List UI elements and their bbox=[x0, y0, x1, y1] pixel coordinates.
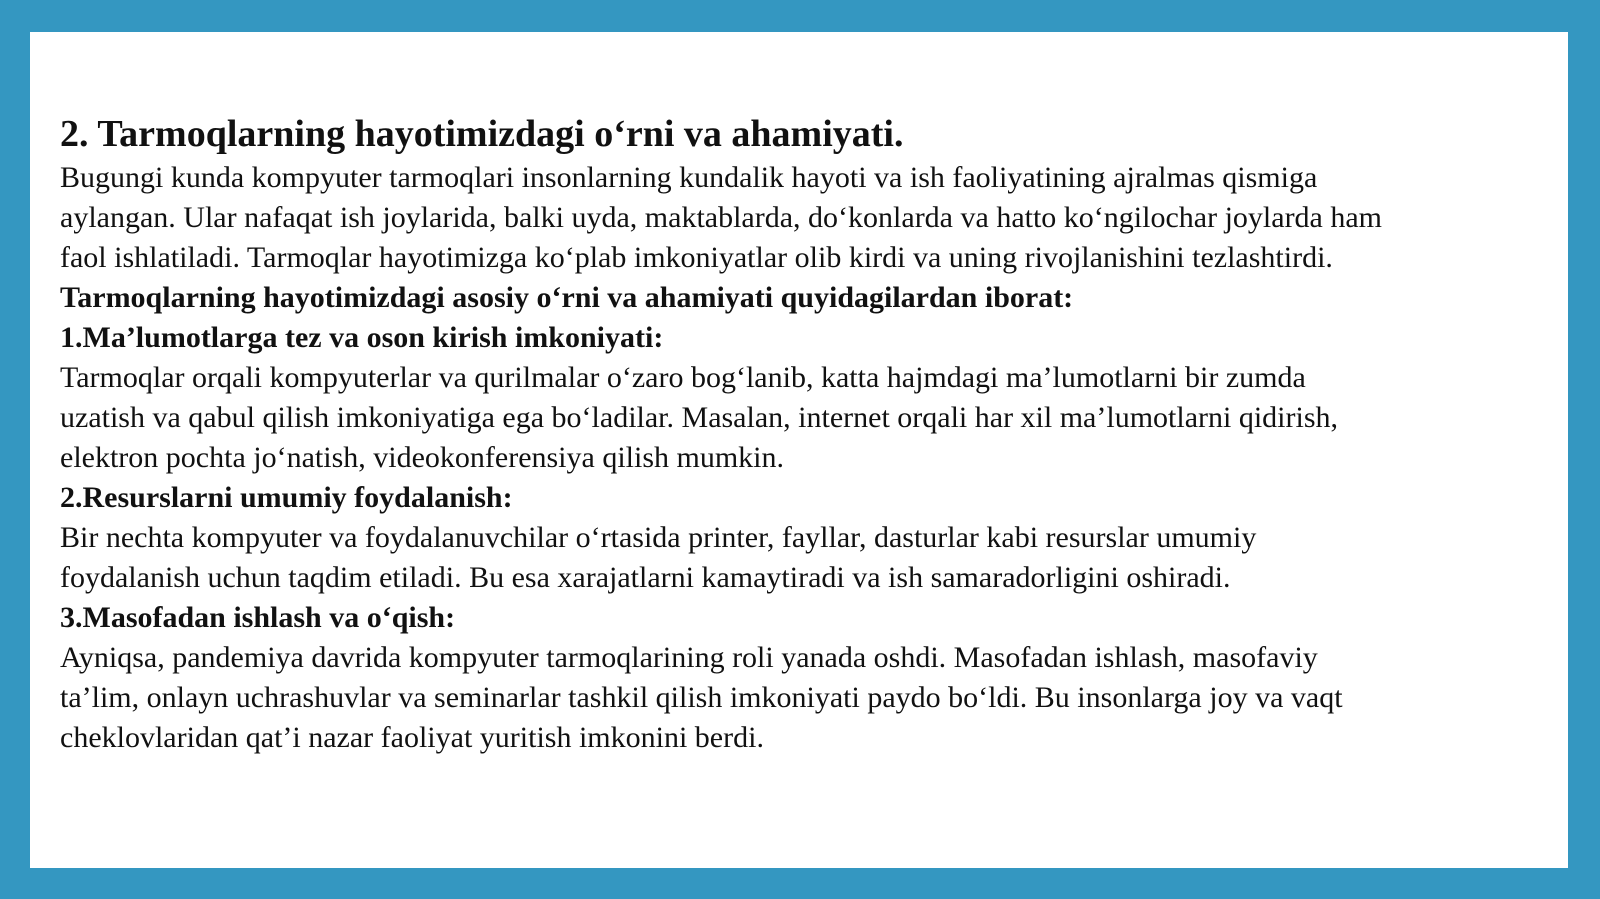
section-line: elektron pochta jo‘natish, videokonferensiya qilish mumkin. bbox=[60, 441, 785, 474]
section-line: foydalanish uchun taqdim etiladi. Bu esa xarajatlarni kamaytiradi va ish samaradorligini oshiradi. bbox=[60, 561, 1231, 594]
slide-content bbox=[60, 112, 1550, 758]
intro-line: Bugungi kunda kompyuter tarmoqlari insonlarning kundalik hayoti va ish faoliyatining ajralmas qismiga bbox=[60, 161, 1318, 194]
section-line: Bir nechta kompyuter va foydalanuvchilar o‘rtasida printer, fayllar, dasturlar kabi resurslar umumiy bbox=[60, 521, 1257, 554]
slide-canvas bbox=[30, 32, 1568, 868]
section-heading: 2.Resurslarni umumiy foydalanish: bbox=[60, 481, 513, 514]
section-heading: 1.Ma’lumotlarga tez va oson kirish imkoniyati: bbox=[60, 321, 664, 354]
section-line: Tarmoqlar orqali kompyuterlar va qurilmalar o‘zaro bog‘lanib, katta hajmdagi ma’lumotlarni bir zumda bbox=[60, 361, 1306, 394]
section-line: cheklovlaridan qat’i nazar faoliyat yuritish imkonini berdi. bbox=[60, 721, 764, 754]
intro-line: faol ishlatiladi. Tarmoqlar hayotimizga ko‘plab imkoniyatlar olib kirdi va uning rivojlanishini tezlashtirdi. bbox=[60, 241, 1333, 274]
section-line: uzatish va qabul qilish imkoniyatiga ega bo‘ladilar. Masalan, internet orqali har xil ma’lumotlarni qidirish, bbox=[60, 401, 1339, 434]
intro-line: aylangan. Ular nafaqat ish joylarida, balki uyda, maktablarda, do‘konlarda va hatto ko‘ngilochar joylarda ham bbox=[60, 201, 1383, 234]
section-line: ta’lim, onlayn uchrashuvlar va seminarlar tashkil qilish imkoniyati paydo bo‘ldi. Bu insonlarga joy va vaqt bbox=[60, 681, 1343, 714]
section-line: Ayniqsa, pandemiya davrida kompyuter tarmoqlarining roli yanada oshdi. Masofadan ishlash, masofaviy bbox=[60, 641, 1318, 674]
section-heading: 3.Masofadan ishlash va o‘qish: bbox=[60, 601, 456, 634]
lead-heading: Tarmoqlarning hayotimizdagi asosiy o‘rni va ahamiyati quyidagilardan iborat: bbox=[60, 281, 1074, 314]
page-title: 2. Tarmoqlarning hayotimizdagi o‘rni va ahamiyati. bbox=[60, 113, 904, 155]
